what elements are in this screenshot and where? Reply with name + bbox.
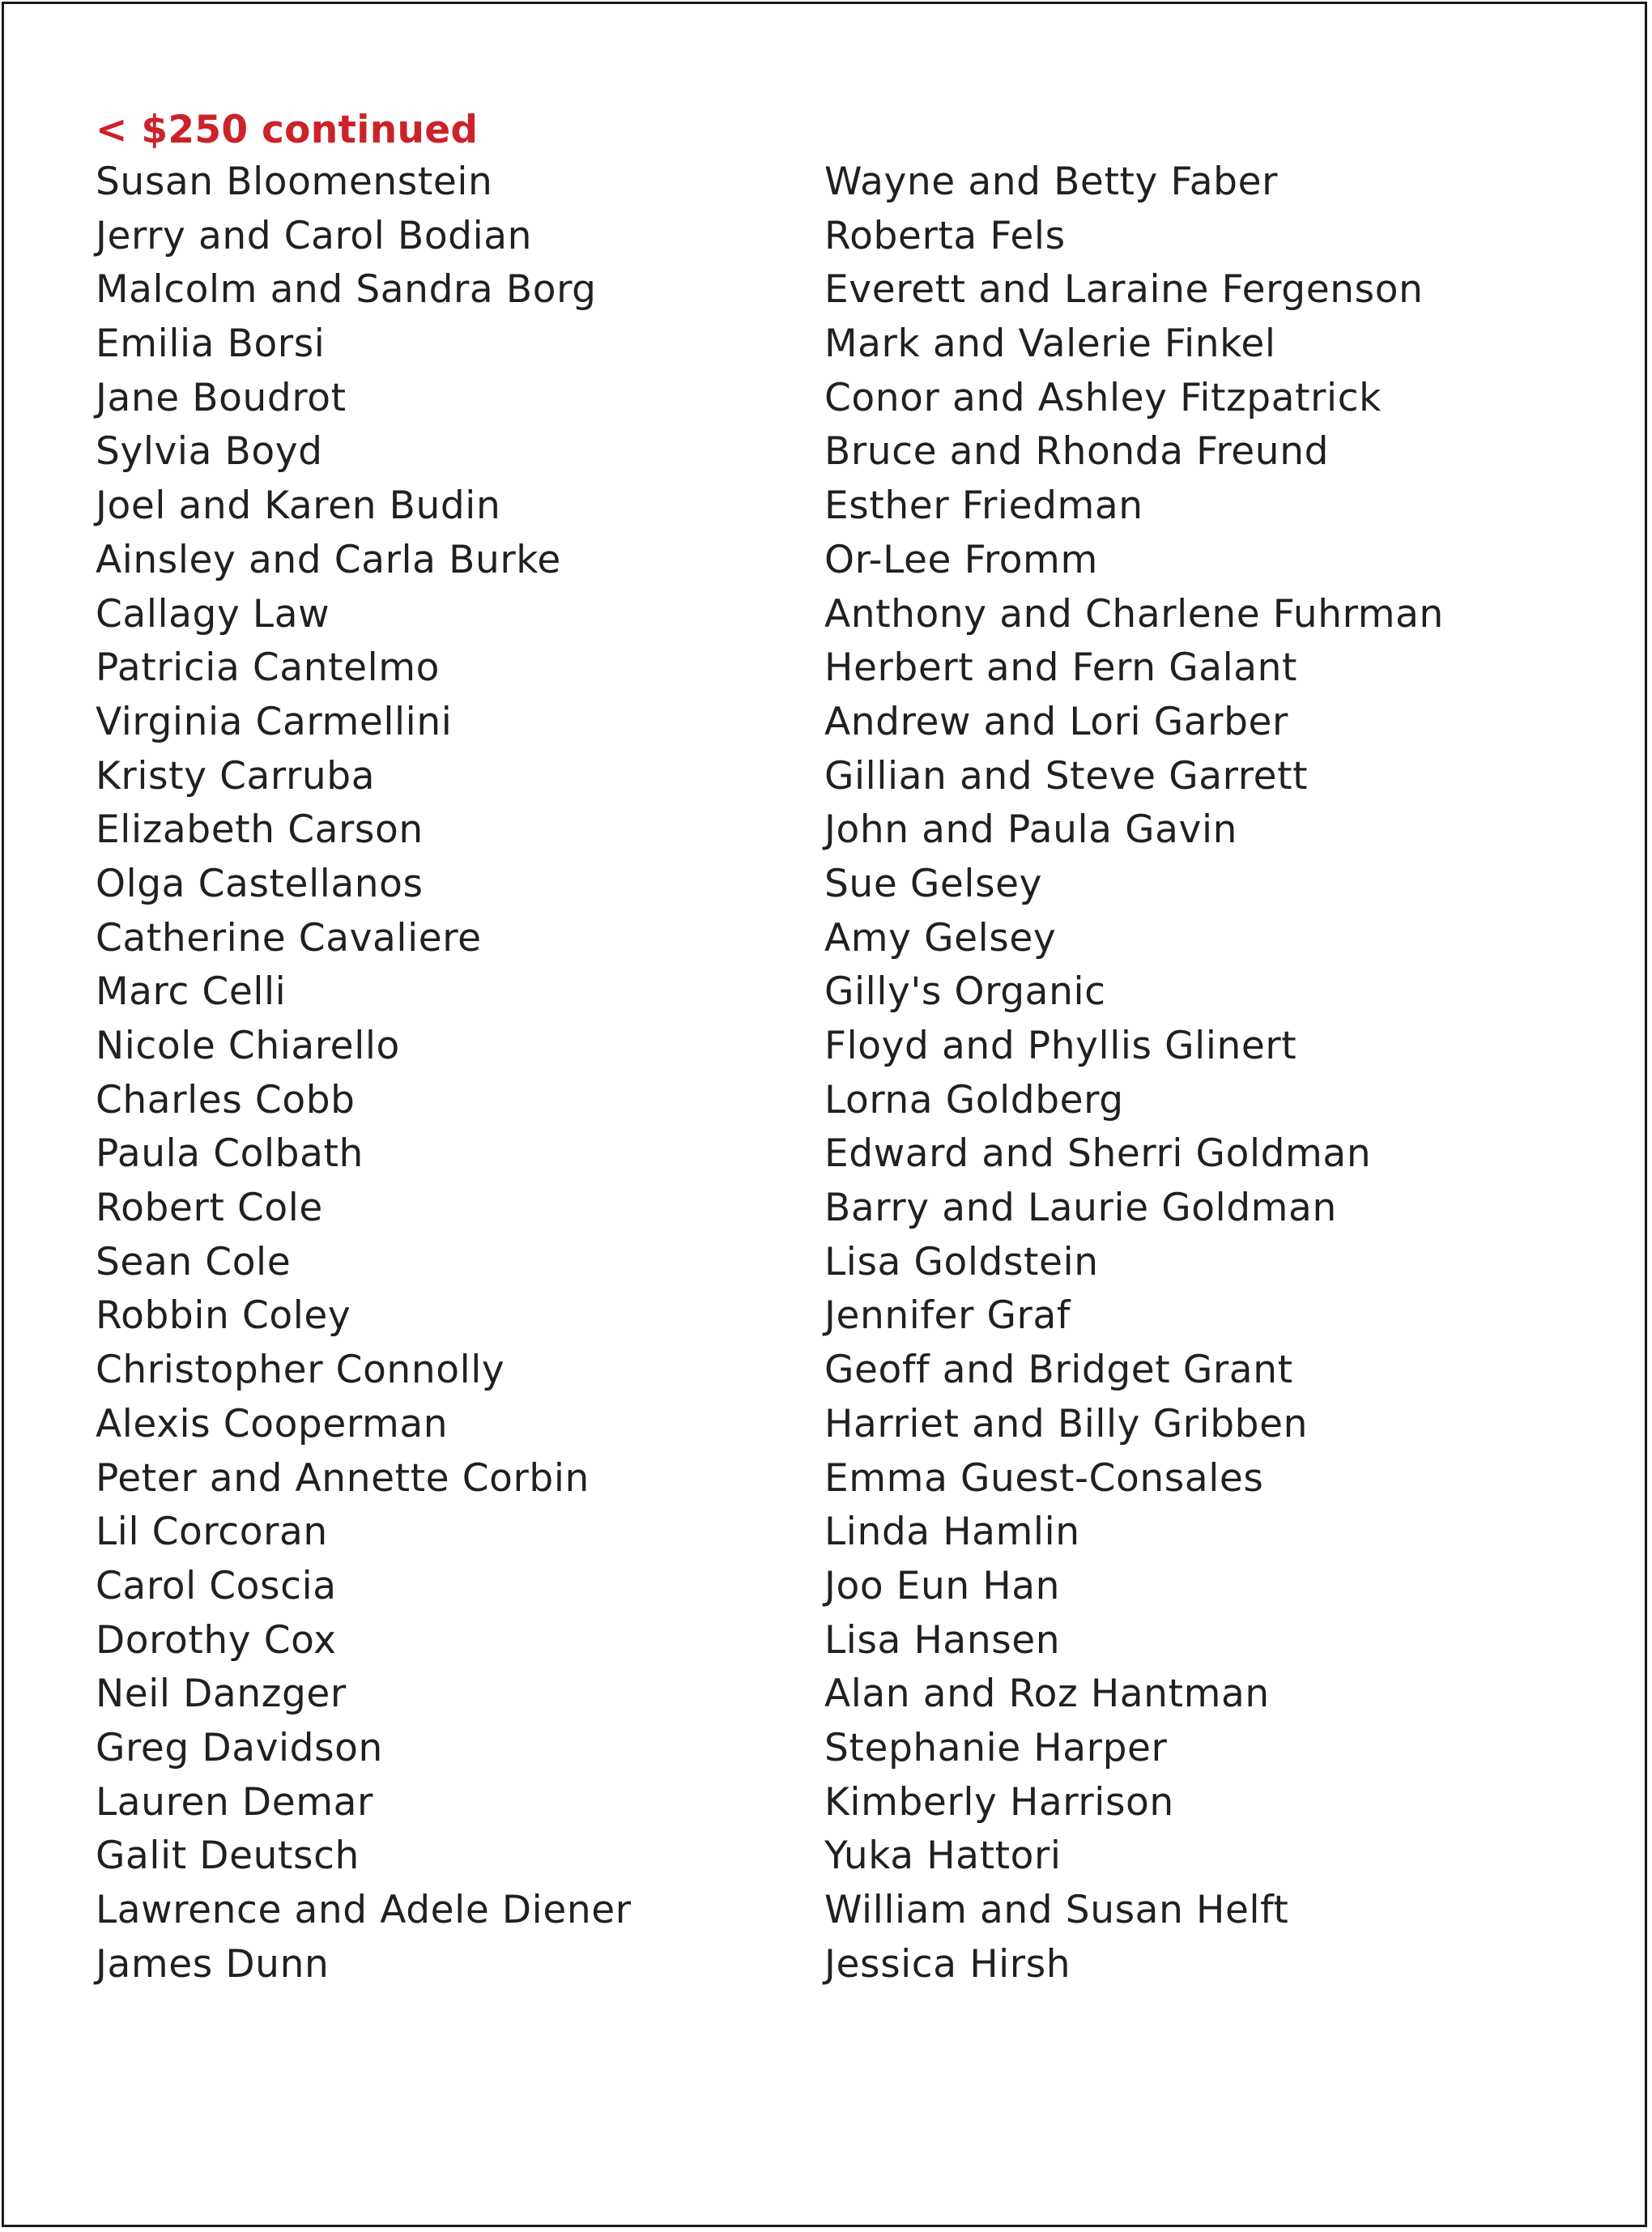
donor-name: Neil Danzger: [96, 1672, 347, 1717]
donor-name: Greg Davidson: [96, 1725, 383, 1770]
donor-name: Kristy Carruba: [96, 753, 376, 799]
donor-name: Mark and Valerie Finkel: [824, 322, 1276, 367]
donor-name: Linda Hamlin: [824, 1510, 1080, 1555]
donor-name: Robbin Coley: [96, 1293, 351, 1339]
donor-name: Alexis Cooperman: [96, 1401, 449, 1446]
donor-name: Harriet and Billy Gribben: [824, 1401, 1309, 1446]
donor-name: Joel and Karen Budin: [96, 483, 501, 529]
donor-name: Conor and Ashley Fitzpatrick: [824, 375, 1382, 420]
donor-name: Joo Eun Han: [824, 1563, 1061, 1608]
donor-name: Christopher Connolly: [96, 1348, 505, 1393]
donor-name: Callagy Law: [96, 591, 330, 637]
donor-name: Susan Bloomenstein: [96, 160, 493, 204]
donor-name: Jennifer Graf: [824, 1293, 1071, 1339]
donor-name: Lauren Demar: [96, 1779, 373, 1825]
donor-name: Alan and Roz Hantman: [824, 1672, 1270, 1717]
donor-name: Gilly's Organic: [824, 969, 1106, 1015]
donor-name: Olga Castellanos: [96, 861, 424, 906]
donor-name: Anthony and Charlene Fuhrman: [824, 591, 1444, 637]
donor-name: William and Susan Helft: [824, 1888, 1289, 1932]
donor-name: Lisa Hansen: [824, 1617, 1061, 1663]
donor-name: Jane Boudrot: [96, 375, 347, 420]
donor-name: Stephanie Harper: [824, 1725, 1168, 1770]
donor-name: Floyd and Phyllis Glinert: [824, 1024, 1297, 1068]
donor-name: Everett and Laraine Fergenson: [824, 267, 1424, 313]
donor-name: Elizabeth Carson: [96, 807, 424, 853]
donor-name: Emma Guest-Consales: [824, 1455, 1264, 1501]
donor-name: Ainsley and Carla Burke: [96, 537, 561, 582]
donor-name: Robert Cole: [96, 1186, 323, 1231]
donor-name: Sue Gelsey: [824, 861, 1043, 906]
donor-name: Charles Cobb: [96, 1077, 356, 1122]
donor-name: Or-Lee Fromm: [824, 537, 1098, 582]
donor-column-right: [824, 155, 1444, 1991]
donor-name: Gillian and Steve Garrett: [824, 753, 1309, 799]
donor-name: Esther Friedman: [824, 483, 1143, 529]
donor-name: Carol Coscia: [96, 1563, 337, 1608]
donor-name: Lil Corcoran: [96, 1510, 328, 1555]
donor-name: Yuka Hattori: [824, 1834, 1062, 1879]
donor-name: Herbert and Fern Galant: [824, 645, 1298, 691]
donor-name: Dorothy Cox: [96, 1617, 337, 1663]
donor-name: Edward and Sherri Goldman: [824, 1131, 1372, 1177]
donor-name: Sylvia Boyd: [96, 429, 323, 475]
donor-name: Jessica Hirsh: [824, 1941, 1071, 1987]
donor-name: Kimberly Harrison: [824, 1779, 1174, 1825]
donor-name: Geoff and Bridget Grant: [824, 1348, 1293, 1393]
donor-name: Paula Colbath: [96, 1131, 364, 1177]
donor-name: John and Paula Gavin: [824, 807, 1237, 853]
donor-name: Lorna Goldberg: [824, 1077, 1124, 1122]
donor-name: Sean Cole: [96, 1239, 292, 1284]
donor-name: Marc Celli: [96, 969, 287, 1015]
donor-name: Malcolm and Sandra Borg: [96, 267, 597, 313]
donor-name: Patricia Cantelmo: [96, 645, 441, 691]
donor-name: Bruce and Rhonda Freund: [824, 429, 1330, 475]
donor-name: Jerry and Carol Bodian: [96, 213, 533, 258]
donor-name: Catherine Cavaliere: [96, 915, 482, 961]
section-heading: < $250 continued: [96, 108, 479, 152]
donor-name: Roberta Fels: [824, 213, 1066, 258]
donor-name: James Dunn: [96, 1941, 330, 1987]
donor-column-left: [96, 155, 632, 1991]
donor-name: Barry and Laurie Goldman: [824, 1186, 1337, 1231]
donor-name: Amy Gelsey: [824, 915, 1057, 961]
donor-name: Andrew and Lori Garber: [824, 699, 1288, 744]
donor-name: Nicole Chiarello: [96, 1024, 400, 1068]
donor-name: Galit Deutsch: [96, 1834, 360, 1879]
donor-name: Virginia Carmellini: [96, 699, 453, 744]
donor-name: Wayne and Betty Faber: [824, 160, 1279, 204]
donor-name: Peter and Annette Corbin: [96, 1455, 590, 1501]
donor-name: Lawrence and Adele Diener: [96, 1888, 632, 1932]
donor-name: Emilia Borsi: [96, 322, 326, 367]
donor-name: Lisa Goldstein: [824, 1239, 1099, 1284]
